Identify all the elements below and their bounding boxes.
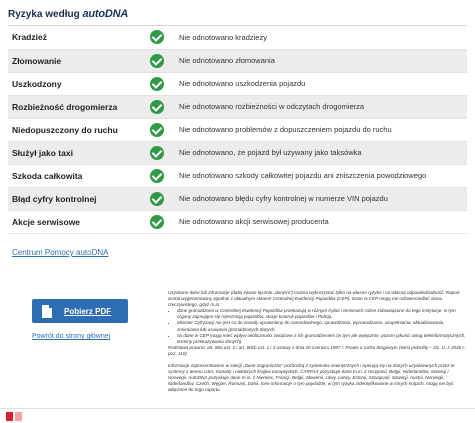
check-circle-icon	[150, 169, 164, 183]
check-circle-icon	[150, 30, 164, 44]
download-pdf-label: Pobierz PDF	[64, 306, 112, 316]
risk-row-total-loss	[8, 164, 467, 187]
check-circle-icon	[150, 123, 164, 137]
risk-status: Nie odnotowano szkody całkowitej pojazdu ani zniszczenia powodziowego	[179, 171, 427, 180]
risk-row-odometer	[8, 95, 467, 118]
risk-row-taxi	[8, 141, 467, 164]
download-pdf-button[interactable]	[32, 299, 128, 323]
disclaimer-bullet: • na dane w CEP mogą mieć wpływ okoliczności związane z ich gromadzeniem (w tym ale wyłącznie, pozom jakości usług teleinformatycznych, terminy przekazywania danych).	[177, 333, 466, 345]
footer-logo	[6, 412, 22, 421]
disclaimer-foreign-data: Informacje zaprezentowane w sekcji „Dane zagraniczne” pochodzą z systemów zewnętrznych i operują się na danych uzyskiwanych przez te systemy z terenu USA, Kanady i niektórych krajów europejskich. CARFAX pozyskuje dane m.in. z Hiszpanii, Belgii, Niderlandów, Szwecji i Norwegii. AutoDNA pozyskuje dane m.in. z Niemiec, Francji, Belgii, Słowenii, Litwy, Łotwy, Estonii, Szwajcarii, Szwecji, Austrii, Norwegii, Niderlandów, Czech, Węgier, Rumunii, Danii. Inne informacje o tym pojeździe, w tym ryzyka zidentyfikowane w innych krajach, mogą nie być włączone do tego raportu.	[168, 363, 455, 393]
risk-row-theft	[8, 26, 467, 49]
risk-row-not-admitted	[8, 118, 467, 141]
risk-name: Szkoda całkowita	[12, 170, 83, 181]
risk-name: Złomowanie	[12, 55, 62, 66]
check-circle-icon	[150, 146, 164, 160]
risk-row-damaged	[8, 72, 467, 95]
check-circle-icon	[150, 54, 164, 68]
risk-row-recalls	[8, 210, 467, 233]
risk-status: Nie odnotowano błędu cyfry kontrolnej w numerze VIN pojazdu	[179, 194, 388, 203]
footer-divider	[0, 408, 475, 409]
risk-name: Rozbieżność drogomierza	[12, 101, 118, 112]
risk-name: Kradzież	[12, 32, 47, 43]
autodna-brand: autoDNA	[82, 8, 129, 20]
risk-title-prefix: Ryzyka według	[8, 9, 80, 20]
legal-disclaimer	[168, 290, 466, 394]
risk-status: Nie odnotowano, że pojazd był używany jako taksówka	[179, 148, 362, 157]
check-circle-icon	[150, 192, 164, 206]
check-circle-icon	[150, 215, 164, 229]
disclaimer-list	[168, 308, 466, 345]
disclaimer-intro: Uzyskane dane lub informacje (dalej zwane łącznie „danymi”) można wykorzystać tylko na własne ryzyko i na własną odpowiedzialność. Raport został wygenerowany zgodnie z aktualnym stanem Centralnej Ewidencji Pojazdów (CEP). Dane w CEP mogą nie odzwierciedlać stanu rzeczywistego, gdyż m.in.:	[168, 290, 460, 308]
check-circle-icon	[150, 100, 164, 114]
risk-name: Błąd cyfry kontrolnej	[12, 193, 97, 204]
risk-name: Służył jako taxi	[12, 147, 73, 158]
risk-status: Nie odnotowano rozbieżności w odczytach drogomierza	[179, 102, 365, 111]
disclaimer-bullet: • Minister Cyfryzacji nie jest co do zasady uprawniony do samodzielnego, sprawdzania, wprowadzania, uzupełniania, aktualizowania, zmieniania lub usuwania gromadzonych danych,	[177, 320, 466, 332]
risk-row-vin-check-digit	[8, 187, 467, 210]
risk-status: Nie odnotowano złomowania	[179, 56, 275, 65]
back-to-home-link[interactable]: Powrót do strony głównej	[32, 333, 111, 340]
risk-name: Niedopuszczony do ruchu	[12, 124, 118, 135]
risk-status: Nie odnotowano akcji serwisowej producenta	[179, 217, 329, 226]
risk-row-scrapping	[8, 49, 467, 72]
disclaimer-bullet: • dane gromadzone w Centralnej Ewidencji Pojazdów przekazują w różnym trybie i terminach różne zobowiązane do tego instytucje; w tym organy zajmujące się rejestracją pojazdów, stacje kontroli pojazdów i Policja,	[177, 308, 466, 320]
disclaimer-legal-basis: Podstawa prawna: art. 80a ust. 2 i art. 80cb ust. 1 i 3 ustawy z dnia 20 czerwca 1997 r. Prawo o ruchu drogowym (tekst jednolity – Dz. U. z 2020 r. poz. 110)	[168, 344, 466, 356]
risk-name: Akcje serwisowe	[12, 216, 81, 227]
pdf-file-icon	[42, 305, 52, 318]
risk-section-title	[8, 8, 467, 26]
risk-status: Nie odnotowano uszkodzenia pojazdu	[179, 79, 306, 88]
risk-name: Uszkodzony	[12, 78, 62, 89]
risk-status: Nie odnotowano problemów z dopuszczeniem pojazdu do ruchu	[179, 125, 392, 134]
risk-status: Nie odnotowano kradzieży	[179, 32, 267, 42]
risk-table	[8, 26, 467, 234]
help-center-link[interactable]: Centrum Pomocy autoDNA	[12, 248, 109, 257]
check-circle-icon	[150, 77, 164, 91]
